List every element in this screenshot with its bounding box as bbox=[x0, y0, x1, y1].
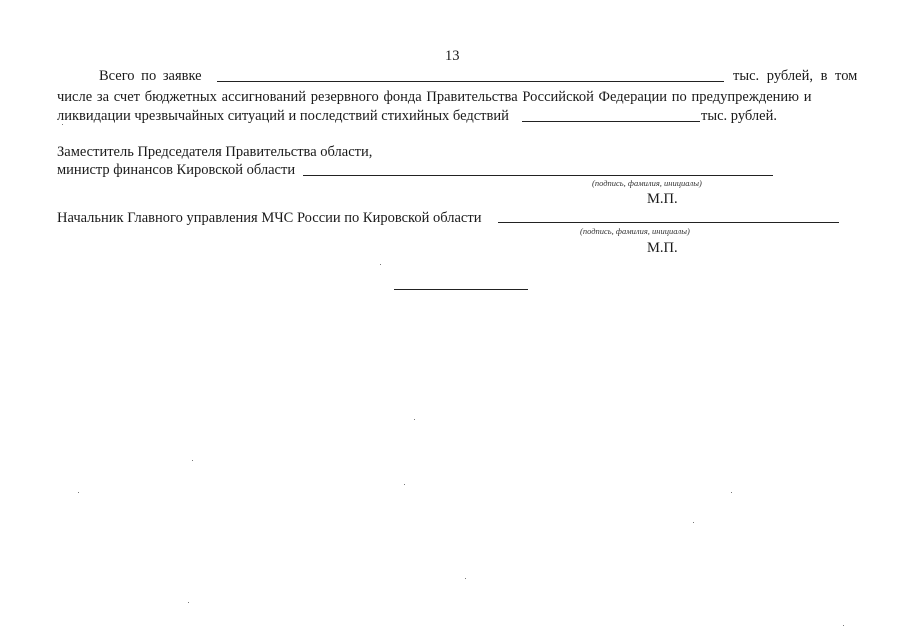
scan-speck bbox=[693, 522, 694, 523]
scan-speck bbox=[465, 578, 466, 579]
scan-speck bbox=[380, 264, 381, 265]
total-lead: Всего по заявке bbox=[99, 68, 202, 84]
scan-speck bbox=[843, 625, 844, 626]
scan-speck bbox=[78, 492, 79, 493]
scan-speck bbox=[188, 602, 189, 603]
deputy-title-line-2: министр финансов Кировской области bbox=[57, 162, 296, 178]
total-unit-tail: тыс. рублей, в том bbox=[733, 68, 858, 84]
chief-signature-line bbox=[498, 222, 839, 223]
page-number: 13 bbox=[445, 48, 460, 64]
scan-speck bbox=[414, 419, 415, 420]
chief-seal-mark: М.П. bbox=[647, 240, 678, 256]
total-amount-blank bbox=[217, 81, 724, 82]
closing-separator bbox=[394, 289, 528, 290]
scan-speck bbox=[62, 124, 63, 125]
reserve-unit: тыс. рублей. bbox=[701, 108, 777, 124]
scan-speck bbox=[404, 484, 405, 485]
scan-speck bbox=[192, 460, 193, 461]
total-line-2: числе за счет бюджетных ассигнований резервного фонда Правительства Российской Федерации по предупреждению и bbox=[57, 89, 812, 105]
reserve-amount-blank bbox=[522, 121, 700, 122]
deputy-signature-caption: (подпись, фамилия, инициалы) bbox=[592, 178, 702, 188]
deputy-signature-line bbox=[303, 175, 773, 176]
deputy-seal-mark: М.П. bbox=[647, 191, 678, 207]
total-line-3: ликвидации чрезвычайных ситуаций и последствий стихийных бедствий bbox=[57, 108, 509, 124]
scan-speck bbox=[731, 492, 732, 493]
deputy-title-line-1: Заместитель Председателя Правительства области, bbox=[57, 144, 373, 160]
chief-title: Начальник Главного управления МЧС России по Кировской области bbox=[57, 210, 482, 226]
chief-signature-caption: (подпись, фамилия, инициалы) bbox=[580, 226, 690, 236]
